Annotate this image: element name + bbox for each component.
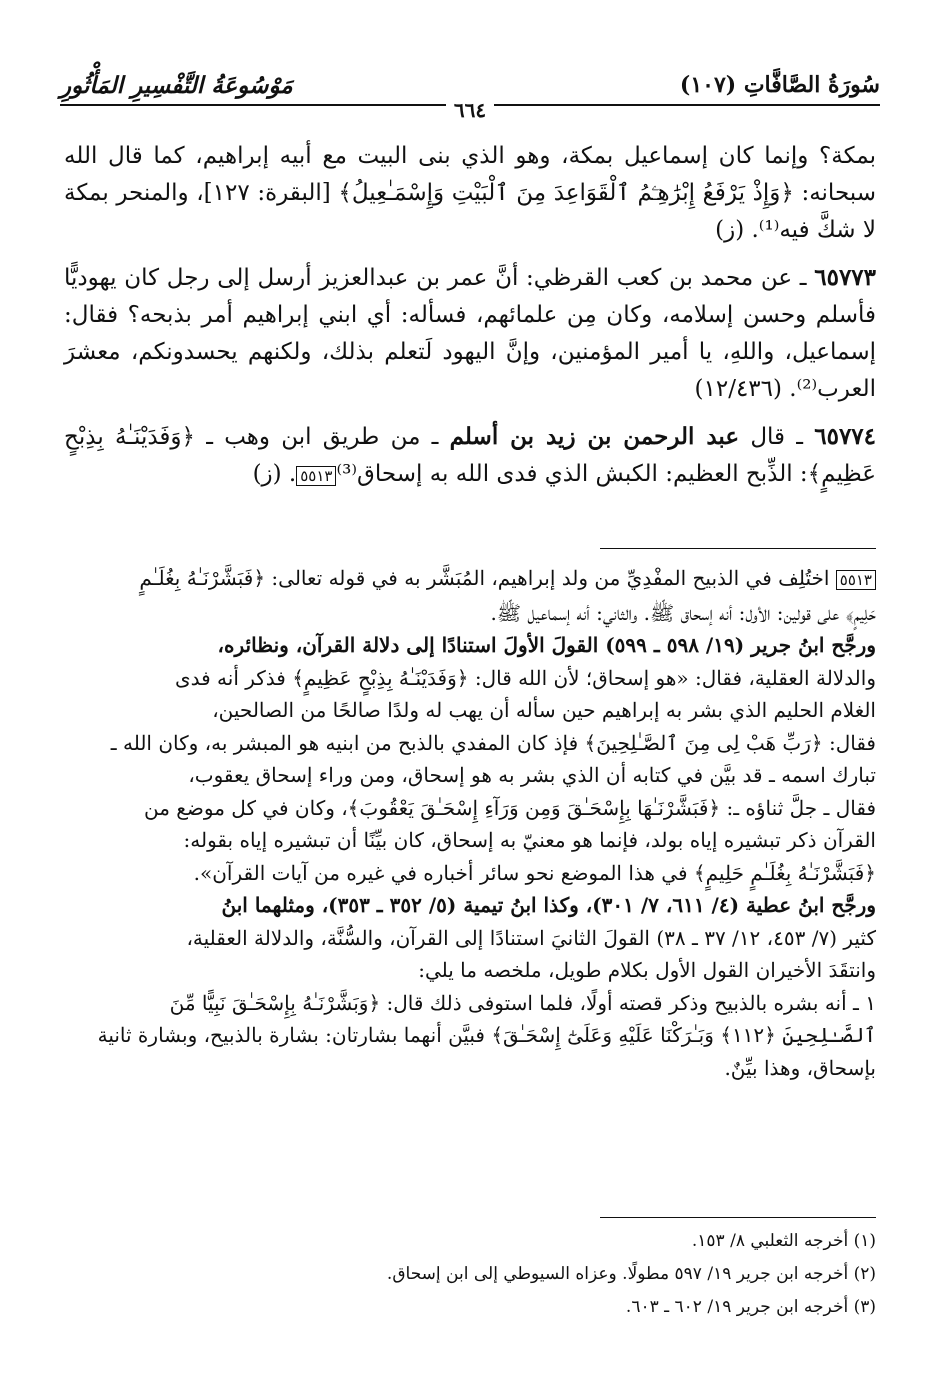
- footnotes-separator: [600, 1217, 876, 1218]
- narrator-name: عبد الرحمن بن زيد بن أسلم: [449, 423, 740, 450]
- surah-heading: سُورَةُ الصَّافَّاتِ (١٠٧): [679, 72, 880, 98]
- narration-number: ٦٥٧٧٣: [814, 264, 877, 291]
- footnote: (٣) أخرجه ابن جرير ١٩/ ٦٠٢ ـ ٦٠٣.: [625, 1297, 876, 1317]
- main-text: [64, 138, 876, 505]
- commentary-ref-box: ٥٥١٣: [836, 570, 876, 590]
- commentary-ref-box: ٥٥١٣: [296, 466, 336, 486]
- book-title: مَوْسُوعَةُ التَّفْسِيرِ المَأْثُورِ: [60, 71, 293, 99]
- commentary-notes: ٥٥١٣ اختُلِف في الذبيح المفْدِيِّ من ولد إبراهيم، المُبَشَّر به في قوله تعالى: ﴿فَبَشَّرْنَـٰهُ بِغُلَـٰمٍ حَلِيمٍ﴾ على قولين: الأول: أنه إسحاق ﷺ. والثاني: أنه إسماعيل ﷺ. ورجَّح ابنُ جرير (١٩/ ٥٩٨ ـ ٥٩٩) القولَ الأولَ استنادًا إلى دلالة القرآن، ونظائره، والدلالة العقلية، فقال: «هو إسحاق؛ لأن الله قال: ﴿وَفَدَيْنَـٰهُ بِذِبْحٍ عَظِيمٍ﴾ فذكر أنه فدى الغلام الحليم الذي بشر به إبراهيم حين سأله أن يهب له ولدًا صالحًا من الصالحين، فقال: ﴿رَبِّ هَبْ لِى مِنَ ٱلصَّـٰلِحِينَ﴾ فإذ كان المفدي بالذبح من ابنيه هو المبشر به، وكان الله ـ تبارك اسمه ـ قد بيَّن في كتابه أن الذي بشر به هو إسحاق، ومن وراء إسحاق يعقوب، فقال ـ جلَّ ثناؤه ـ: ﴿فَبَشَّرْنَـٰهَا بِإِسْحَـٰقَ وَمِن وَرَآءِ إِسْحَـٰقَ يَعْقُوبَ﴾، وكان في كل موضع من القرآن ذكر تبشيره إياه بولد، فإنما هو معنيّ به إسحاق، كان بيِّنًا أن تبشيره إياه بقوله: ﴿فَبَشَّرْنَـٰهُ بِغُلَـٰمٍ حَلِيمٍ﴾ في هذا الموضع نحو سائر أخباره في غيره من آيات القرآن». ورجَّح ابنُ عطية (٤/ ٦١١، ٧/ ٣٠١)، وكذا ابنُ تيمية (٥/ ٣٥٢ ـ ٣٥٣)، ومثلهما ابنُ كثير (٧/ ٤٥٣، ١٢/ ٣٧ ـ ٣٨) القولَ الثانيَ استنادًا إلى القرآن، والسُّنَّة، والدلالة العقلية، وانتقَدَ الأخيران القول الأول بكلام طويل، ملخصه ما يلي: ١ ـ أنه بشره بالذبيح وذكر قصته أولًا، فلما استوفى ذلك قال: ﴿وَبَشَّرْنَـٰهُ بِإِسْحَـٰقَ نَبِيًّا مِّنَ ٱلصَّـٰلِحِينَ ﴿١١٢﴾ وَبَـٰرَكْنَا عَلَيْهِ وَعَلَىٰٓ إِسْحَـٰقَ﴾ فبيَّن أنهما بشارتان: بشارة بالذبيح، وبشارة ثانية بإسحاق، وهذا بيِّنٌ.: [97, 566, 876, 1080]
- paragraph-continuation: بمكة؟ وإنما كان إسماعيل بمكة، وهو الذي بنى البيت مع أبيه إبراهيم، كما قال الله سبحانه: ﴿وَإِذْ يَرْفَعُ إِبْرَٰهِـۧمُ ٱلْقَوَاعِدَ مِنَ ٱلْبَيْتِ وَإِسْمَـٰعِيلُ﴾ [البقرة: ١٢٧]، والمنحر بمكة لا شكَّ فيه⁽¹⁾. (ز): [64, 143, 876, 243]
- footnote: (٢) أخرجه ابن جرير ١٩/ ٥٩٧ مطولًا. وعزاه السيوطي إلى ابن إسحاق.: [386, 1264, 876, 1284]
- page-number: ٦٦٤: [0, 98, 940, 122]
- narration-number: ٦٥٧٧٤: [814, 423, 877, 450]
- narration-65773: ٦٥٧٧٣ ـ عن محمد بن كعب القرظي: أنَّ عمر بن عبدالعزيز أرسل إلى رجل كان يهوديًّا فأسلم وحسن إسلامه، وكان مِن علمائهم، فسأله: أي ابني إبراهيم أمر بذبحه؟ فقال: إسماعيل، واللهِ، يا أمير المؤمنين، وإنَّ اليهود لَتعلم بذلك، ولكنهم يحسدونكم، معشرَ العرب⁽²⁾. (١٢/٤٣٦): [64, 264, 877, 402]
- footnote: (١) أخرجه الثعلبي ٨/ ١٥٣.: [691, 1231, 876, 1251]
- page-header: [60, 68, 880, 102]
- notes-separator: [600, 548, 876, 549]
- footnotes: [64, 1225, 876, 1324]
- narration-65774: ٦٥٧٧٤ ـ قال عبد الرحمن بن زيد بن أسلم ـ من طريق ابن وهب ـ ﴿وَفَدَيْنَـٰهُ بِذِبْحٍ عَظِيمٍ﴾: الذِّبح العظيم: الكبش الذي فدى الله به إسحاق⁽³⁾٥٥١٣. (ز): [64, 423, 877, 487]
